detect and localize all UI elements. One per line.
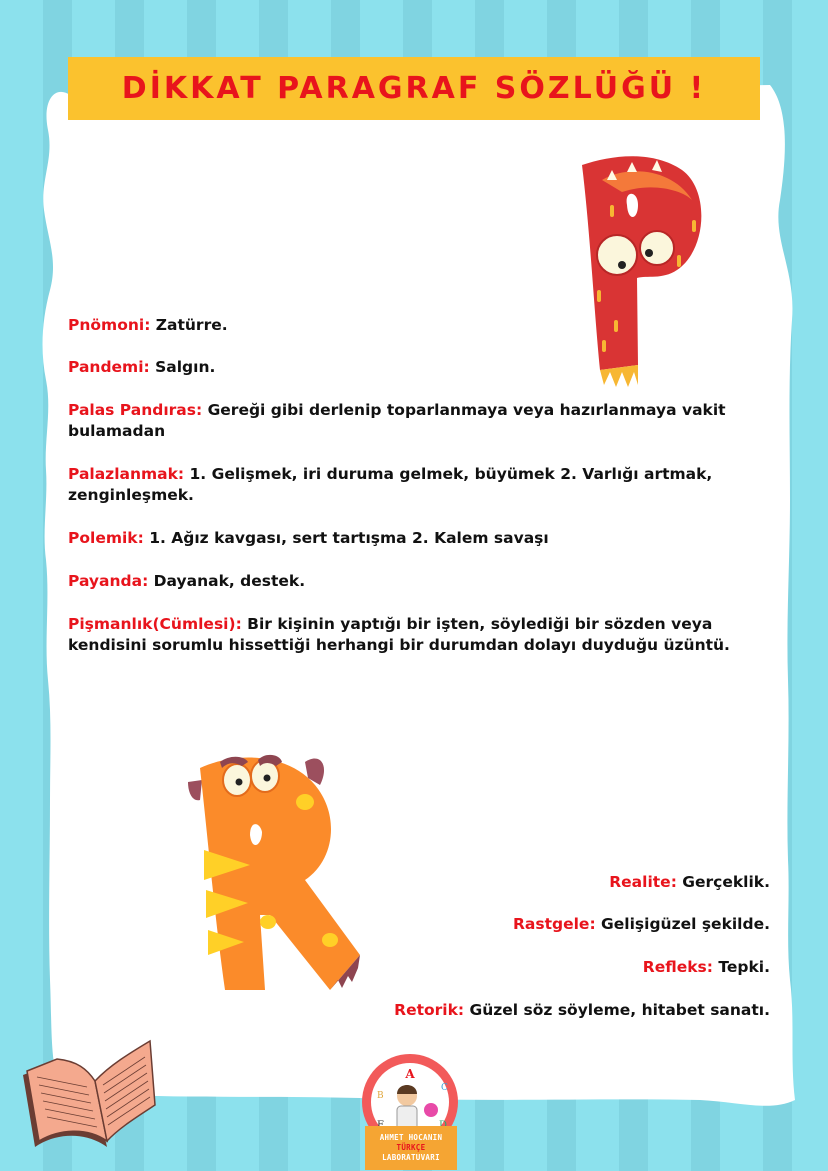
logo-text-banner: [365, 1126, 457, 1170]
dictionary-entry: [68, 528, 728, 549]
entry-definition: Tepki.: [712, 958, 770, 976]
entry-definition: Salgın.: [149, 358, 216, 376]
open-book-icon: [15, 1035, 160, 1155]
entry-definition: Gelişigüzel şekilde.: [595, 915, 770, 933]
ahmet-hoca-logo: [355, 1050, 465, 1171]
entry-definition: 1. Ağız kavgası, sert tartışma 2. Kalem savaşı: [143, 529, 549, 547]
entry-definition: Bir kişinin yaptığı bir işten, söylediği bir sözden veya kendisini sorumlu hissettiği herhangi bir durumdan dolayı duyduğu üzüntü.: [68, 615, 730, 654]
entry-term: Pandemi:: [68, 358, 150, 376]
dictionary-entry: [350, 957, 770, 978]
entry-definition: 1. Gelişmek, iri duruma gelmek, büyümek 2. Varlığı artmak, zenginleşmek.: [68, 465, 713, 504]
title-banner: [68, 57, 760, 120]
svg-text:C: C: [441, 1083, 448, 1093]
logo-line-3: LABORATUVARI: [382, 1153, 440, 1162]
svg-text:A: A: [405, 1067, 415, 1081]
dictionary-entry: [350, 872, 770, 893]
entry-definition: Gerçeklik.: [676, 873, 770, 891]
entry-definition: Güzel söz söyleme, hitabet sanatı.: [464, 1001, 770, 1019]
entry-term: Pnömoni:: [68, 316, 151, 334]
page-title: DİKKAT PARAGRAF SÖZLÜĞÜ !: [121, 71, 707, 106]
svg-text:B: B: [377, 1091, 384, 1101]
entry-definition: Dayanak, destek.: [148, 572, 306, 590]
entry-term: Pişmanlık(Cümlesi):: [68, 615, 242, 633]
logo-line-2: TÜRKÇE: [396, 1143, 426, 1152]
dictionary-entry: [350, 914, 770, 935]
entry-term: Polemik:: [68, 529, 144, 547]
entry-term: Realite:: [609, 873, 677, 891]
entry-term: Palazlanmak:: [68, 465, 185, 483]
dictionary-entry: [68, 614, 738, 656]
logo-line-1: AHMET HOCANIN: [379, 1133, 443, 1142]
dictionary-entry: [68, 400, 738, 442]
dictionary-entry: [68, 315, 728, 336]
entry-term: Payanda:: [68, 572, 149, 590]
entry-term: Rastgele:: [512, 915, 596, 933]
dictionary-entry: [350, 1000, 770, 1021]
dictionary-entry: [68, 464, 718, 506]
dictionary-entry: [68, 571, 728, 592]
entry-definition: Zatürre.: [150, 316, 228, 334]
entry-term: Retorik:: [394, 1001, 465, 1019]
dictionary-entry: [68, 357, 728, 378]
entry-term: Palas Pandıras:: [68, 401, 203, 419]
entry-definition: Gereği gibi derlenip toparlanmaya veya hazırlanmaya vakit bulamadan: [68, 401, 726, 440]
entry-term: Refleks:: [642, 958, 713, 976]
